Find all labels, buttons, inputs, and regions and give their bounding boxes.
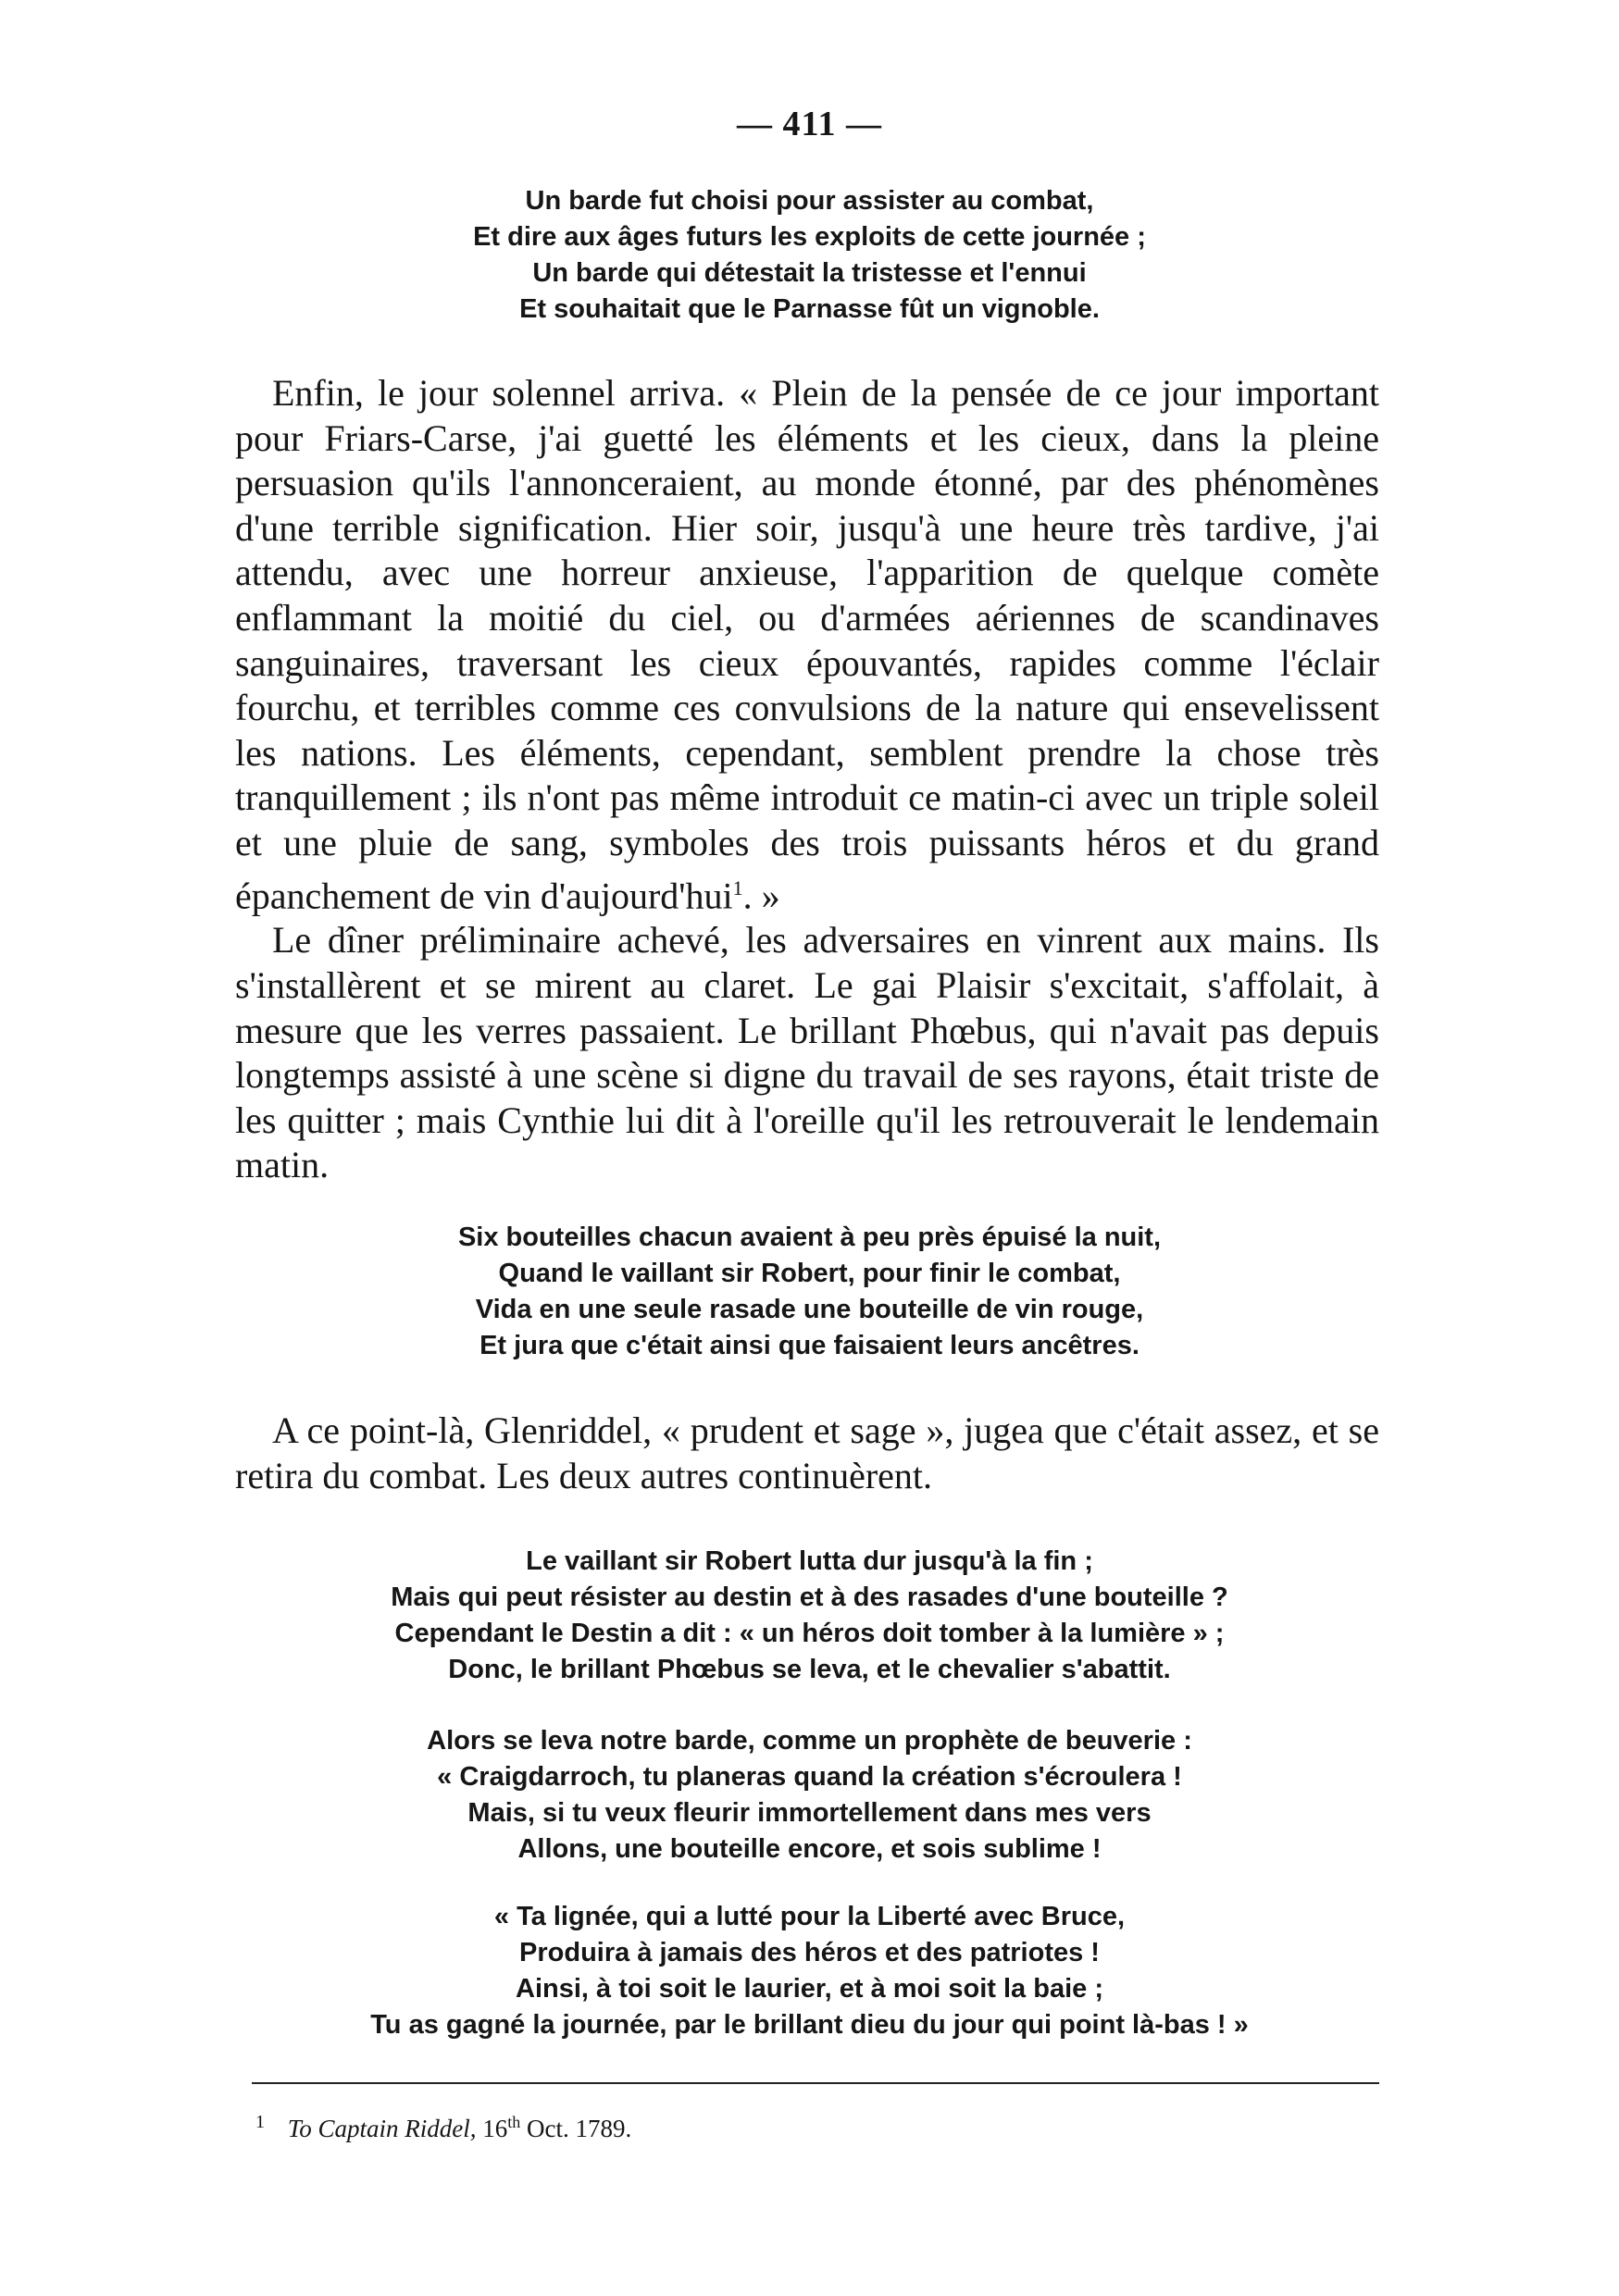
- footnote-day: 16: [482, 2115, 508, 2142]
- prose-block-2: [235, 1409, 1379, 1498]
- verse-line: Quand le vaillant sir Robert, pour finir le combat,: [498, 1259, 1121, 1288]
- verse-line: Mais, si tu veux fleurir immortellement dans mes vers: [467, 1798, 1152, 1828]
- verse-line: Un barde qui détestait la tristesse et l'ennui: [532, 258, 1087, 288]
- footnote: [255, 2112, 631, 2143]
- footnote-ref: 1: [732, 875, 743, 900]
- verse-stanza-4: [0, 1723, 1619, 1868]
- footnote-divider: [252, 2082, 1379, 2084]
- footnote-title: To Captain Riddel,: [287, 2115, 477, 2142]
- verse-line: Et dire aux âges futurs les exploits de cette journée ;: [473, 222, 1146, 252]
- verse-line: Six bouteilles chacun avaient à peu près épuisé la nuit,: [457, 1222, 1162, 1252]
- quote-close: . »: [742, 874, 780, 916]
- verse-line: Le vaillant sir Robert lutta dur jusqu'à la fin ;: [526, 1546, 1093, 1576]
- paragraph: Le dîner préliminaire achevé, les adversaires en vinrent aux mains. Ils s'installèrent et se mirent au claret. Le gai Plaisir s'excitait, s'affolait, à mesure que les verres passaient. Le brillant Phœbus, qui n'avait pas depuis longtemps assisté à une scène si digne du travail de ses rayons, était triste de les quitter ; mais Cynthie lui dit à l'oreille qu'il les retrouverait le lendemain matin.: [235, 919, 1379, 1186]
- paragraph: A ce point-là, Glenriddel, « prudent et sage », jugea que c'était assez, et se retira du combat. Les deux autres continuèrent.: [235, 1409, 1379, 1496]
- verse-line: Vida en une seule rasade une bouteille de vin rouge,: [475, 1295, 1144, 1324]
- verse-line: « Craigdarroch, tu planeras quand la création s'écroulera !: [437, 1762, 1182, 1792]
- page-number: — 411 —: [737, 105, 882, 143]
- verse-line: Et souhaitait que le Parnasse fût un vignoble.: [519, 294, 1100, 324]
- verse-stanza-5: [0, 1899, 1619, 2043]
- verse-line: Tu as gagné la journée, par le brillant dieu du jour qui point là-bas ! »: [370, 2010, 1249, 2040]
- verse-stanza-1: [0, 183, 1619, 328]
- verse-line: Mais qui peut résister au destin et à des rasades d'une bouteille ?: [391, 1582, 1228, 1612]
- verse-stanza-2: [0, 1220, 1619, 1364]
- verse-line: « Ta lignée, qui a lutté pour la Liberté avec Bruce,: [493, 1902, 1126, 1931]
- verse-line: Cependant le Destin a dit : « un héros doit tomber à la lumière » ;: [394, 1619, 1225, 1648]
- verse-line: Allons, une bouteille encore, et sois sublime !: [517, 1834, 1102, 1864]
- verse-line: Donc, le brillant Phœbus se leva, et le chevalier s'abattit.: [448, 1655, 1171, 1684]
- verse-line: Un barde fut choisi pour assister au combat,: [525, 186, 1094, 216]
- paragraph-text: Enfin, le jour solennel arriva. « Plein de la pensée de ce jour important pour Friars-Carse, j'ai guetté les éléments et les cieux, dans la pleine persuasion qu'ils l'annonceraient, au monde étonné, par des phénomènes d'une terrible signification. Hier soir, jusqu'à une heure très tardive, j'ai attendu, avec une horreur anxieuse, l'apparition de quelque comète enflammant la moitié du ciel, ou d'armées aériennes de scandinaves sanguinaires, traversant les cieux épouvantés, rapides comme l'éclair fourchu, et terribles comme ces convulsions de la nature qui ensevelissent les nations. Les éléments, cependant, semblent prendre la chose très tranquillement ; ils n'ont pas même introduit ce matin-ci avec un triple soleil et une pluie de sang, symboles des trois puissants héros et du grand épanchement de vin d'aujourd'hui: [235, 372, 1379, 916]
- footnote-mark: 1: [255, 2112, 265, 2132]
- verse-line: Ainsi, à toi soit le laurier, et à moi soit la baie ;: [516, 1974, 1103, 2004]
- verse-line: Et jura que c'était ainsi que faisaient leurs ancêtres.: [479, 1331, 1140, 1360]
- footnote-date: Oct. 1789.: [527, 2115, 632, 2142]
- footnote-day-suffix: th: [507, 2113, 521, 2131]
- verse-stanza-3: [0, 1544, 1619, 1688]
- prose-block-1: [235, 371, 1379, 1188]
- verse-line: Produira à jamais des héros et des patriotes !: [519, 1938, 1100, 1967]
- paragraph: [235, 371, 1379, 918]
- verse-line: Alors se leva notre barde, comme un prophète de beuverie :: [427, 1726, 1192, 1756]
